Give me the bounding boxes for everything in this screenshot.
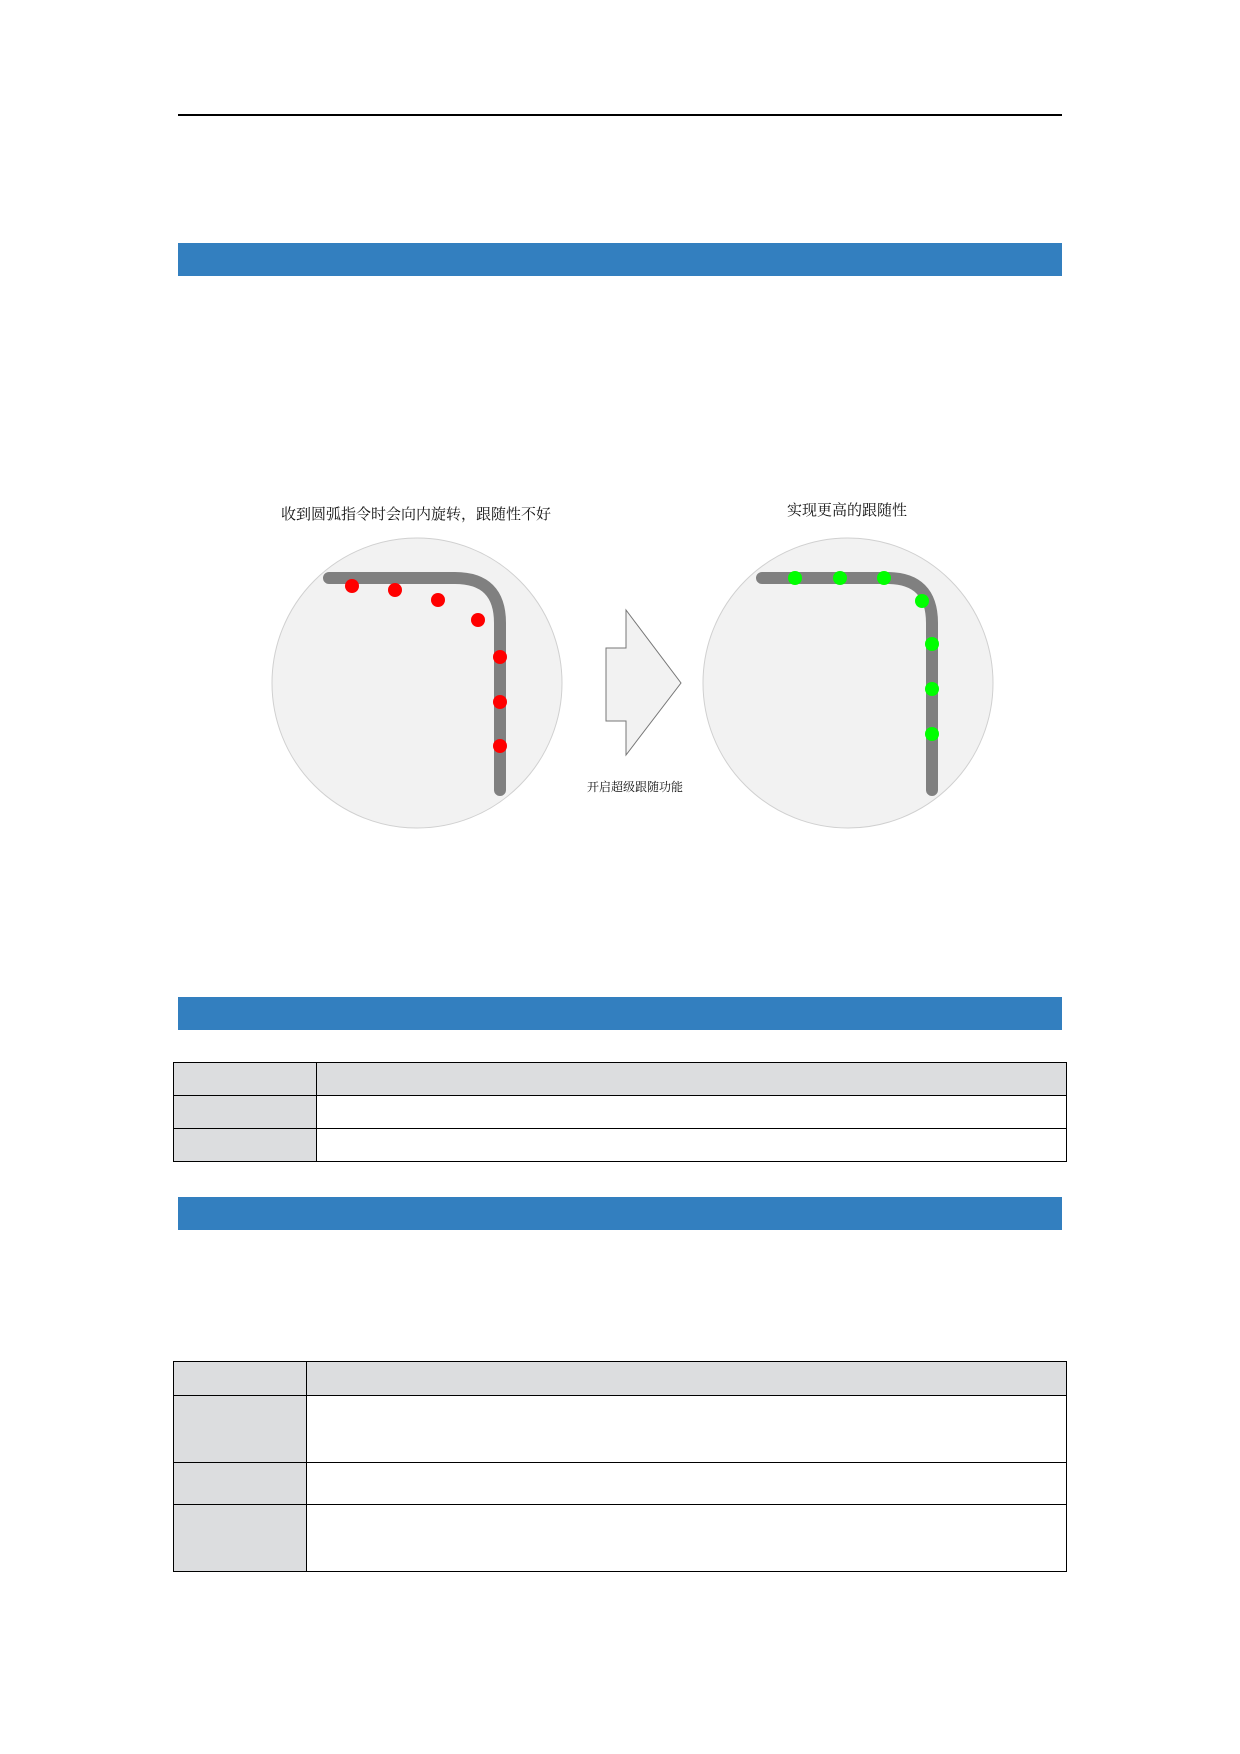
- section-heading-bar-3: [178, 1197, 1062, 1230]
- section-heading-bar-2: [178, 997, 1062, 1030]
- table-row: [174, 1096, 1067, 1129]
- right-dot: [925, 637, 939, 651]
- right-dot: [877, 571, 891, 585]
- table-cell: [307, 1463, 1067, 1505]
- table-cell: [307, 1362, 1067, 1396]
- left-dot: [493, 695, 507, 709]
- right-figure-caption: 实现更高的跟随性: [786, 501, 908, 519]
- table-row: [174, 1396, 1067, 1463]
- arrow-icon: [606, 610, 681, 755]
- table-cell: [317, 1096, 1067, 1129]
- left-dot: [388, 583, 402, 597]
- table-row: [174, 1463, 1067, 1505]
- left-dot: [431, 593, 445, 607]
- table-cell: [174, 1505, 307, 1572]
- left-dot: [493, 739, 507, 753]
- header-rule: [178, 114, 1062, 116]
- left-dot: [493, 650, 507, 664]
- table-header-row: [174, 1362, 1067, 1396]
- right-dot: [833, 571, 847, 585]
- right-circle: [703, 538, 993, 828]
- table-cell: [174, 1096, 317, 1129]
- left-circle: [272, 538, 562, 828]
- table-cell: [317, 1129, 1067, 1162]
- table-cell: [317, 1063, 1067, 1096]
- parameter-table-2: [173, 1361, 1067, 1572]
- right-dot: [915, 594, 929, 608]
- right-dot: [788, 571, 802, 585]
- table-row: [174, 1129, 1067, 1162]
- table-cell: [174, 1129, 317, 1162]
- left-dots: [345, 579, 507, 753]
- arrow-caption: 开启超级跟随功能: [586, 780, 684, 794]
- parameter-table-1: [173, 1062, 1067, 1162]
- table-cell: [174, 1463, 307, 1505]
- table-cell: [307, 1505, 1067, 1572]
- left-dot: [471, 613, 485, 627]
- left-track-path: [329, 578, 500, 790]
- table-row: [174, 1505, 1067, 1572]
- table-cell: [174, 1063, 317, 1096]
- right-track-path: [762, 578, 932, 790]
- table-header-row: [174, 1063, 1067, 1096]
- right-dot: [925, 682, 939, 696]
- table-cell: [174, 1362, 307, 1396]
- table-cell: [174, 1396, 307, 1463]
- left-dot: [345, 579, 359, 593]
- section-heading-bar-1: [178, 243, 1062, 276]
- left-figure-caption: 收到圆弧指令时会向内旋转，跟随性不好: [280, 505, 552, 523]
- table-cell: [307, 1396, 1067, 1463]
- right-dots: [788, 571, 939, 741]
- right-dot: [925, 727, 939, 741]
